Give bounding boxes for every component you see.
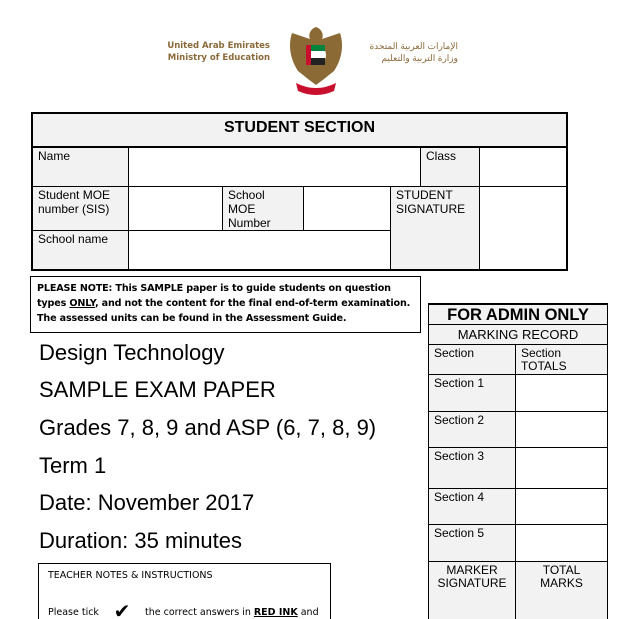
- school-name-label: School name: [31, 230, 129, 271]
- exam-duration: Duration: 35 minutes: [39, 528, 242, 553]
- exam-date: Date: November 2017: [39, 490, 255, 515]
- org-ar-line-1: الإمارات العربية المتحدة: [369, 41, 458, 51]
- admin-title: FOR ADMIN ONLY: [428, 303, 608, 325]
- student-signature-label: STUDENT SIGNATURE: [390, 186, 480, 271]
- ministry-name-arabic: [350, 40, 458, 64]
- marking-record-title: MARKING RECORD: [428, 324, 608, 345]
- sis-field[interactable]: [128, 186, 223, 231]
- tick-instruction-suffix: the correct answers in: [145, 607, 254, 618]
- section-5-total-field[interactable]: [515, 524, 608, 562]
- section-1-label: Section 1: [428, 374, 516, 412]
- school-moe-field[interactable]: [303, 186, 391, 231]
- red-ink-emphasis: RED INK: [253, 607, 298, 618]
- exam-subject: Design Technology: [39, 340, 225, 365]
- section-4-label: Section 4: [428, 488, 516, 525]
- sis-label: Student MOE number (SIS): [31, 186, 129, 231]
- org-ar-line-2: وزارة التربية والتعليم: [381, 53, 458, 63]
- uae-emblem-logo: [284, 25, 348, 97]
- ministry-name-english: [160, 40, 270, 64]
- section-3-label: Section 3: [428, 447, 516, 489]
- teacher-notes-box: [38, 563, 331, 619]
- org-line-2: Ministry of Education: [167, 53, 270, 63]
- note-text-2: , and not the content for the final end-of-term examination. The assessed units can be found in the Assessment Guide.: [37, 298, 411, 324]
- student-signature-field[interactable]: [479, 186, 568, 271]
- section-3-total-field[interactable]: [515, 447, 608, 489]
- teacher-notes-title: TEACHER NOTES & INSTRUCTIONS: [48, 570, 213, 581]
- tick-instruction-prefix: Please tick: [48, 607, 99, 618]
- section-5-label: Section 5: [428, 524, 516, 562]
- exam-type: SAMPLE EXAM PAPER: [39, 377, 276, 402]
- section-totals-column-header: Section TOTALS: [515, 344, 608, 375]
- checkmark-icon: ✔: [113, 599, 131, 619]
- tick-instruction-and: and: [297, 607, 319, 618]
- exam-grades: Grades 7, 8, 9 and ASP (6, 7, 8, 9): [39, 415, 377, 440]
- note-only-emphasis: ONLY: [69, 298, 95, 309]
- name-field[interactable]: [128, 147, 421, 187]
- section-2-total-field[interactable]: [515, 411, 608, 448]
- student-section-title: STUDENT SECTION: [31, 112, 568, 147]
- marker-signature-label: MARKER SIGNATURE: [428, 561, 516, 619]
- name-label: Name: [31, 147, 129, 187]
- section-4-total-field[interactable]: [515, 488, 608, 525]
- school-name-field[interactable]: [128, 230, 391, 271]
- section-column-header: Section: [428, 344, 516, 375]
- section-1-total-field[interactable]: [515, 374, 608, 412]
- class-label: Class: [420, 147, 480, 187]
- section-2-label: Section 2: [428, 411, 516, 448]
- note-text-1: PLEASE NOTE: This SAMPLE paper is to guide students on question types: [37, 283, 391, 309]
- school-moe-label: School MOE Number: [222, 186, 304, 231]
- sample-paper-note: [30, 276, 421, 333]
- class-field[interactable]: [479, 147, 568, 187]
- exam-term: Term 1: [39, 453, 107, 478]
- total-marks-label: TOTAL MARKS: [515, 561, 608, 619]
- org-line-1: United Arab Emirates: [167, 41, 270, 51]
